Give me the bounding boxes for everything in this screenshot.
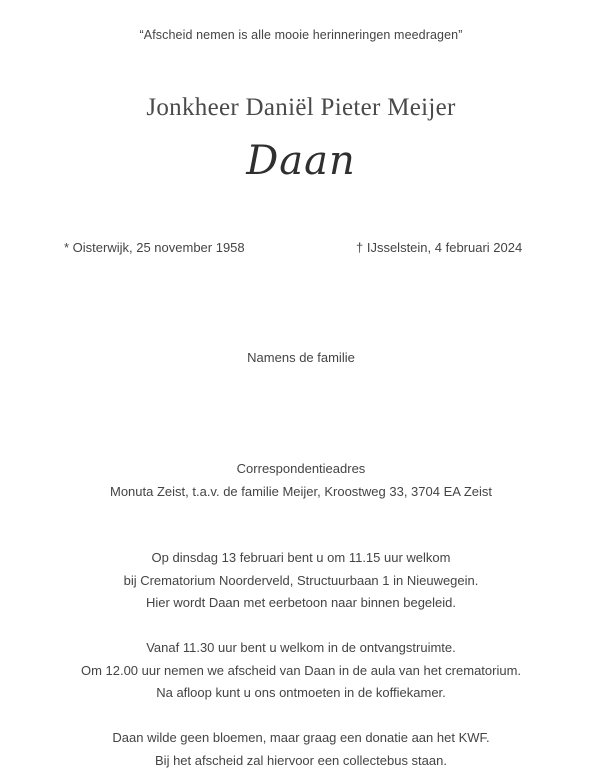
death-info: † IJsselstein, 4 februari 2024	[356, 240, 523, 255]
paragraph-donation	[0, 727, 602, 772]
correspondence-title: Correspondentieadres	[236, 461, 366, 476]
paragraph-line: Hier wordt Daan met eerbetoon naar binnen begeleid.	[145, 595, 457, 611]
paragraph-line: Op dinsdag 13 februari bent u om 11.15 uur welkom	[151, 550, 451, 565]
nickname-signature: Daan	[246, 138, 356, 184]
paragraph-line: Daan wilde geen bloemen, maar graag een donatie aan het KWF.	[112, 730, 490, 745]
paragraph-line: Bij het afscheid zal hiervoor een collectebus staan.	[155, 752, 447, 768]
correspondence-address: Monuta Zeist, t.a.v. de familie Meijer, Kroostweg 33, 3704 EA Zeist	[110, 484, 492, 499]
paragraph-line: Vanaf 11.30 uur bent u welkom in de ontvangstruimte.	[146, 640, 456, 655]
family-signature: Namens de familie	[247, 350, 355, 365]
paragraph-ceremony-schedule	[0, 637, 602, 705]
full-name: Jonkheer Daniël Pieter Meijer	[146, 94, 456, 121]
birth-info: * Oisterwijk, 25 november 1958	[64, 240, 245, 255]
paragraph-ceremony-arrival	[0, 547, 602, 615]
paragraph-line: bij Crematorium Noorderveld, Structuurbaan 1 in Nieuwegein.	[123, 572, 479, 588]
paragraph-line: Na afloop kunt u ons ontmoeten in de koffiekamer.	[156, 685, 446, 701]
paragraph-line: Om 12.00 uur nemen we afscheid van Daan in de aula van het crematorium.	[80, 662, 522, 678]
quote: “Afscheid nemen is alle mooie herinneringen meedragen”	[139, 28, 463, 42]
